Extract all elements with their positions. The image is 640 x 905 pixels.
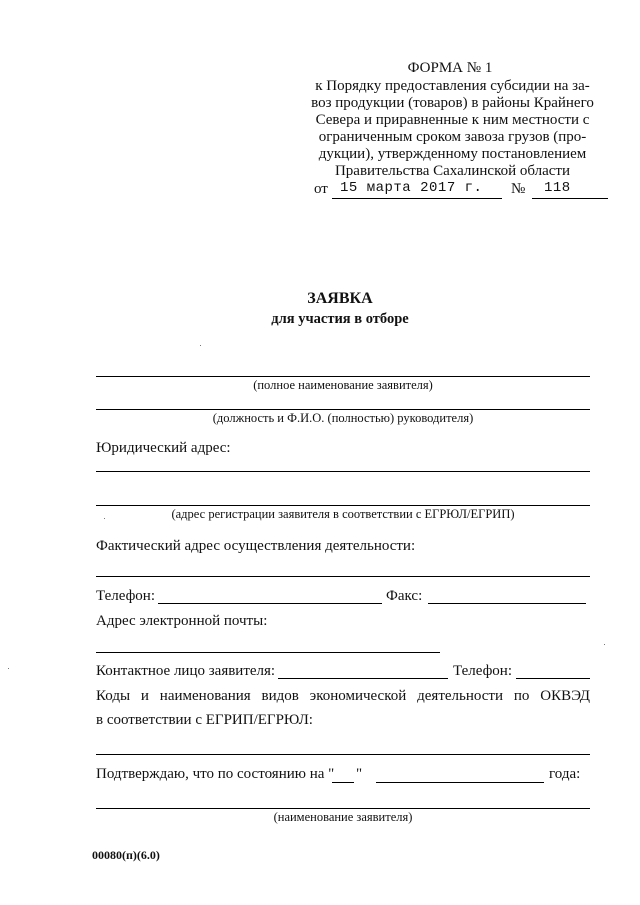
email-label: Адрес электронной почты: [96, 613, 268, 629]
fax-field[interactable] [428, 603, 586, 604]
full-name-caption: (полное наименование заявителя) [253, 378, 433, 392]
header-line: Севера и приравненные к ним местности с [315, 112, 590, 128]
header-line: Правительства Сахалинской области [334, 163, 571, 179]
header-line: воз продукции (товаров) в районы Крайнего [311, 95, 594, 111]
contact-phone-label: Телефон: [453, 663, 512, 679]
legal-address-label: Юридический адрес: [96, 440, 231, 456]
director-caption: (должность и Ф.И.О. (полностью) руководителя) [212, 411, 474, 425]
scan-speck [200, 345, 201, 346]
form-title: ФОРМА № 1 [407, 60, 493, 76]
footer-code: 00080(п)(6.0) [92, 848, 160, 862]
director-field[interactable] [96, 409, 590, 410]
okved-label-2: в соответствии с ЕГРИП/ЕГРЮЛ: [96, 712, 313, 728]
doc-title: ЗАЯВКА [307, 290, 373, 307]
email-field[interactable] [96, 652, 440, 653]
contact-phone-field[interactable] [516, 678, 590, 679]
contact-person-label: Контактное лицо заявителя: [96, 663, 276, 679]
fax-label: Факс: [386, 588, 423, 604]
legal-address-field-2[interactable] [96, 505, 590, 506]
okved-field[interactable] [96, 754, 590, 755]
phone-label: Телефон: [96, 588, 155, 604]
doc-subtitle: для участия в отборе [271, 311, 409, 327]
legal-address-field[interactable] [96, 471, 590, 472]
scan-speck [604, 644, 605, 645]
header-line: дукции), утвержденному постановлением [318, 146, 587, 162]
confirm-date-field[interactable] [376, 782, 544, 783]
confirm-prefix: Подтверждаю, что по состоянию на " [96, 766, 335, 782]
actual-address-label: Фактический адрес осуществления деятельности: [96, 538, 416, 554]
confirm-day-field[interactable] [332, 782, 354, 783]
decree-number: 118 [544, 180, 571, 196]
header-line: ограниченным сроком завоза грузов (про- [318, 129, 587, 145]
header-line: к Порядку предоставления субсидии на за- [315, 78, 590, 94]
scan-speck [104, 518, 105, 519]
phone-field[interactable] [158, 603, 382, 604]
registration-caption: (адрес регистрации заявителя в соответствии с ЕГРЮЛ/ЕГРИП) [171, 507, 515, 521]
decree-date: 15 марта 2017 г. [340, 180, 483, 196]
applicant-name-field[interactable] [96, 808, 590, 809]
date-from-label: от [314, 181, 328, 197]
number-underline [532, 198, 608, 199]
full-name-field[interactable] [96, 376, 590, 377]
actual-address-field[interactable] [96, 576, 590, 577]
applicant-name-caption: (наименование заявителя) [273, 810, 413, 824]
okved-label: Коды и наименования видов экономической деятельности по ОКВЭД [96, 688, 590, 704]
decree-number-label: № [511, 181, 526, 197]
scan-speck [8, 668, 9, 669]
date-underline [332, 198, 502, 199]
contact-person-field[interactable] [278, 678, 448, 679]
confirm-suffix: года: [549, 766, 581, 782]
confirm-quote: " [356, 766, 363, 782]
